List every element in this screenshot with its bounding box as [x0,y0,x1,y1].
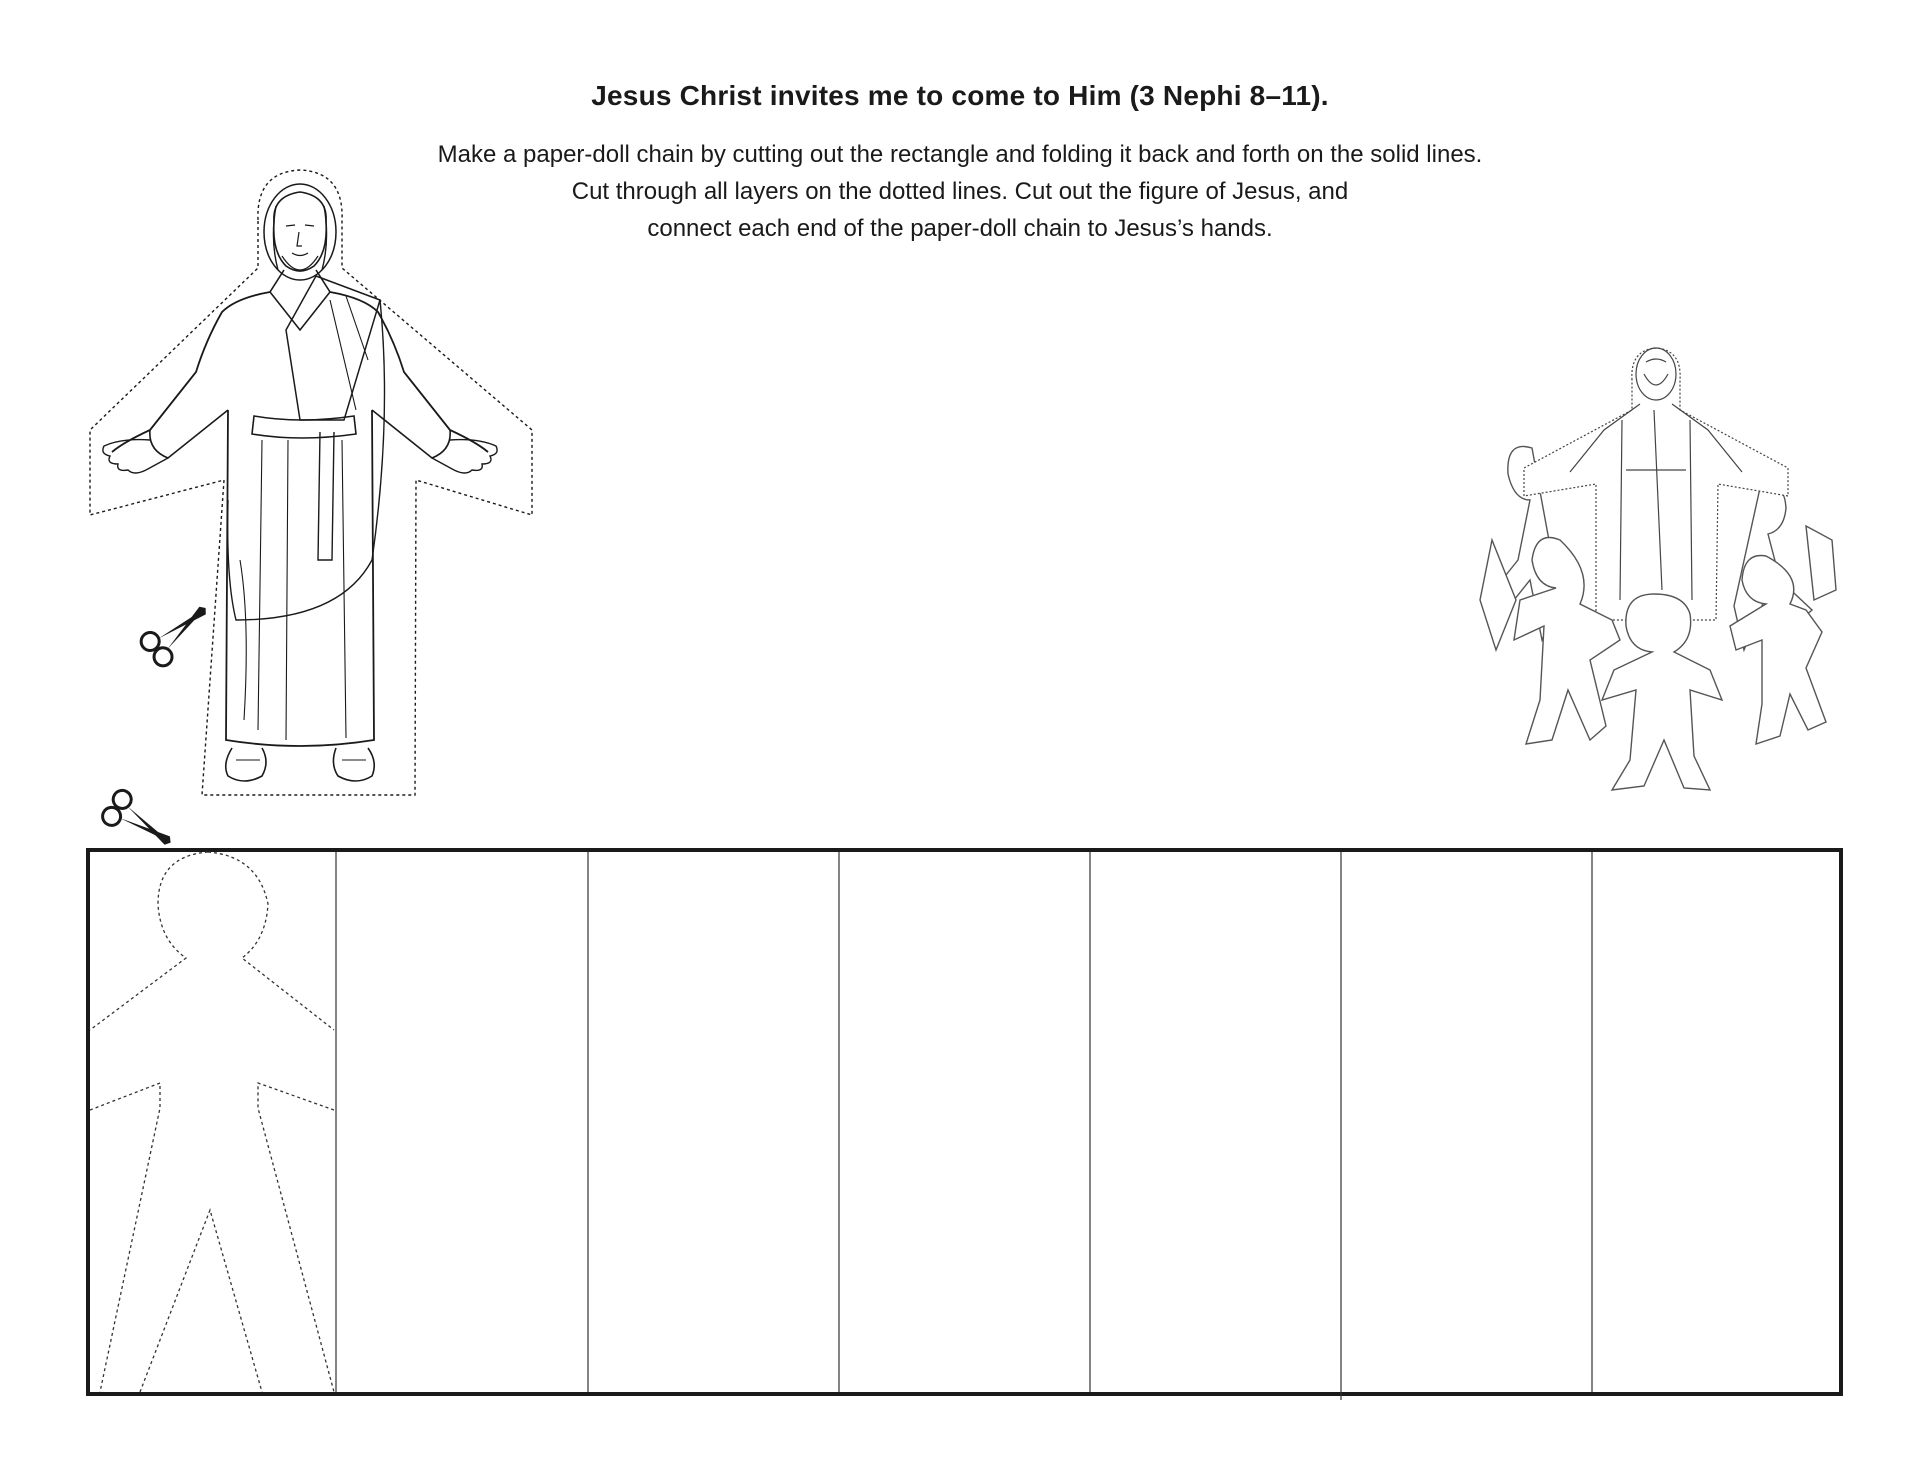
scissors-icon [138,593,218,669]
fold-lines [336,852,1592,1400]
paper-doll-circle-illustration [1480,348,1836,790]
jesus-cut-outline [90,170,532,795]
scissors-icon [99,787,181,858]
page-title: Jesus Christ invites me to come to Him (3 Nephi 8–11). [591,80,1329,111]
instruction-line-3: connect each end of the paper-doll chain to Jesus’s hands. [647,215,1273,242]
paper-doll-strip [88,850,1841,1400]
instruction-line-1: Make a paper-doll chain by cutting out the rectangle and folding it back and forth on the solid lines. [437,141,1483,168]
strip-border [88,850,1841,1394]
halo [264,184,336,280]
instruction-line-2: Cut through all layers on the dotted lines. Cut out the figure of Jesus, and [571,178,1349,205]
paper-doll-cut-outline [90,852,334,1392]
jesus-figure-illustration [90,170,532,795]
